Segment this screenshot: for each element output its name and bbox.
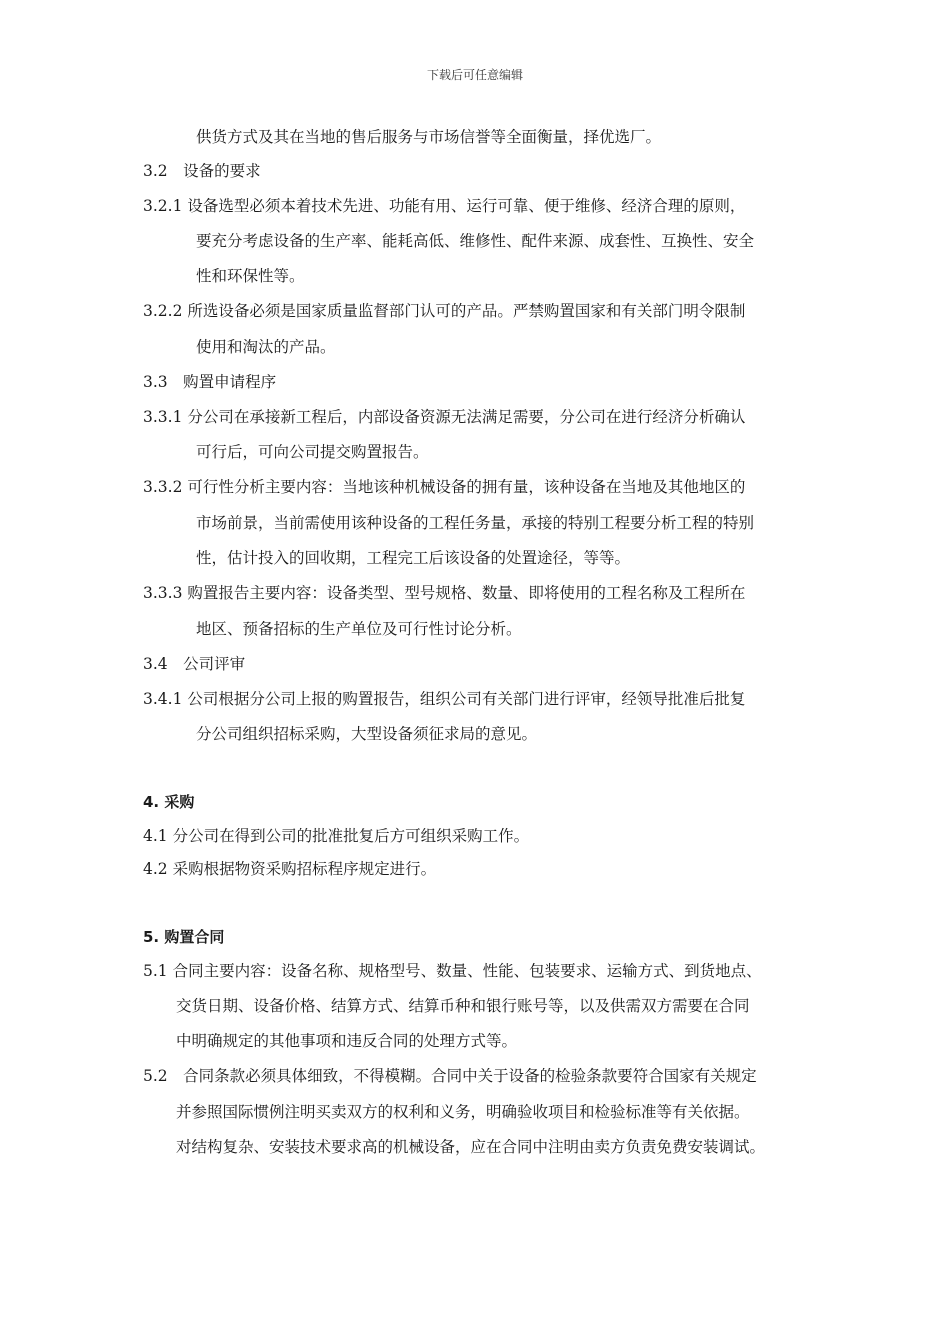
- paragraph-line: 性和环保性等。: [196, 267, 305, 285]
- paragraph-line: 供货方式及其在当地的售后服务与市场信誉等全面衡量，择优选厂。: [196, 128, 662, 146]
- paragraph-line: 3.3.2 可行性分析主要内容：当地该种机械设备的拥有量，该种设备在当地及其他地区的: [143, 478, 746, 496]
- paragraph-line: 并参照国际惯例注明买卖双方的权利和义务，明确验收项目和检验标准等有关依据。: [176, 1103, 750, 1121]
- paragraph-line: 5.2 合同条款必须具体细致，不得模糊。合同中关于设备的检验条款要符合国家有关规定: [143, 1067, 757, 1085]
- paragraph-line: 3.2.2 所选设备必须是国家质量监督部门认可的产品。严禁购置国家和有关部门明令限制: [143, 302, 746, 320]
- paragraph-line: 5.1 合同主要内容：设备名称、规格型号、数量、性能、包装要求、运输方式、到货地点、: [143, 962, 762, 980]
- paragraph-line: 使用和淘汰的产品。: [196, 338, 336, 356]
- paragraph-line: 3.2.1 设备选型必须本着技术先进、功能有用、运行可靠、便于维修、经济合理的原则，: [143, 197, 746, 215]
- section-heading-3-2: 3.2 设备的要求: [143, 162, 261, 180]
- paragraph-line: 性，估计投入的回收期，工程完工后该设备的处置途径，等等。: [196, 549, 631, 567]
- page-header: 下载后可任意编辑: [426, 68, 523, 82]
- paragraph-line: 要充分考虑设备的生产率、能耗高低、维修性、配件来源、成套性、互换性、安全: [196, 232, 755, 250]
- paragraph-line: 交货日期、设备价格、结算方式、结算币种和银行账号等，以及供需双方需要在合同: [176, 997, 750, 1015]
- paragraph-line: 对结构复杂、安装技术要求高的机械设备，应在合同中注明由卖方负责免费安装调试。: [176, 1138, 766, 1156]
- section-heading-3-3: 3.3 购置申请程序: [143, 373, 277, 391]
- paragraph-line: 4.2 采购根据物资采购招标程序规定进行。: [143, 860, 437, 878]
- paragraph-line: 分公司组织招标采购，大型设备须征求局的意见。: [196, 725, 538, 743]
- paragraph-line: 市场前景，当前需使用该种设备的工程任务量，承接的特别工程要分析工程的特别: [196, 514, 755, 532]
- paragraph-line: 3.3.1 分公司在承接新工程后，内部设备资源无法满足需要，分公司在进行经济分析确认: [143, 408, 746, 426]
- paragraph-line: 可行后，可向公司提交购置报告。: [196, 443, 429, 461]
- paragraph-line: 4.1 分公司在得到公司的批准批复后方可组织采购工作。: [143, 827, 530, 845]
- paragraph-line: 地区、预备招标的生产单位及可行性讨论分析。: [196, 620, 522, 638]
- section-heading-5: 5. 购置合同: [143, 928, 225, 946]
- paragraph-line: 3.3.3 购置报告主要内容：设备类型、型号规格、数量、即将使用的工程名称及工程所在: [143, 584, 746, 602]
- section-heading-3-4: 3.4 公司评审: [143, 655, 246, 673]
- paragraph-line: 3.4.1 公司根据分公司上报的购置报告，组织公司有关部门进行评审，经领导批准后批复: [143, 690, 746, 708]
- paragraph-line: 中明确规定的其他事项和违反合同的处理方式等。: [176, 1032, 518, 1050]
- section-heading-4: 4. 采购: [143, 793, 195, 811]
